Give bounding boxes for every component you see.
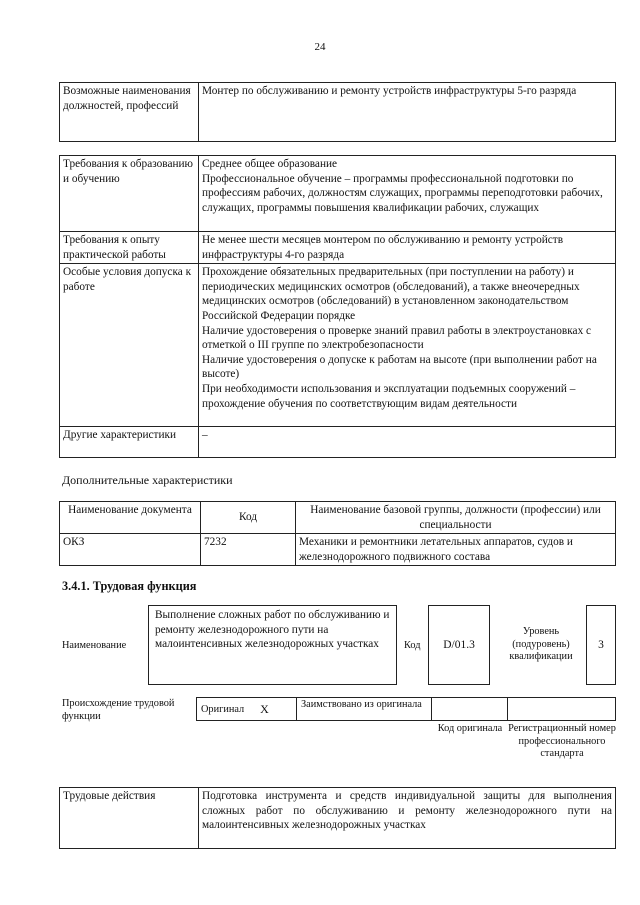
- table-row: [60, 534, 616, 566]
- education-line-1: Среднее общее образование: [202, 158, 338, 170]
- code-label: Код: [404, 640, 421, 651]
- actions-label: Трудовые действия: [60, 788, 199, 849]
- row-code: 7232: [201, 534, 296, 566]
- special-conditions-label: Особые условия допуска к работе: [60, 264, 199, 427]
- education-label: Требования к образованию и обучению: [60, 156, 199, 232]
- code-original-cell: [432, 697, 508, 721]
- special-conditions-value: [199, 264, 616, 427]
- original-cell: [196, 697, 296, 721]
- additional-title: Дополнительные характеристики: [62, 473, 233, 487]
- row-name: Механики и ремонтники летательных аппаратов, судов и железнодорожного подвижного состава: [296, 534, 616, 566]
- special-line-1: Прохождение обязательных предварительных (при поступлении на работу) и периодических медицинских осмотров (обследований), а также внеочередных медицинских осмотров (обследований) в установленном законодательством Российской Федерации порядке: [202, 266, 580, 322]
- education-value: [199, 156, 616, 232]
- header-code: Код: [201, 502, 296, 534]
- additional-table: [59, 501, 616, 566]
- original-label: Оригинал: [201, 703, 245, 715]
- original-mark: X: [260, 701, 269, 716]
- level-label: Уровень (подуровень) квалификации: [509, 626, 573, 662]
- code-original-caption: Код оригинала: [437, 723, 503, 734]
- page-number: 24: [314, 41, 326, 53]
- reg-number-caption: Регистрационный номер профессионального стандарта: [508, 723, 616, 759]
- function-level: 3: [586, 605, 616, 685]
- actions-table: [59, 787, 616, 849]
- requirements-table: [59, 155, 616, 458]
- reg-number-cell: [508, 697, 616, 721]
- positions-value: Монтер по обслуживанию и ремонту устройств инфраструктуры 5-го разряда: [199, 83, 616, 142]
- function-name: Выполнение сложных работ по обслуживанию и ремонту железнодорожного пути на малоинтенсивных железнодорожных участках: [148, 605, 397, 685]
- function-code: D/01.3: [428, 605, 490, 685]
- positions-table: [59, 82, 616, 142]
- section-title: 3.4.1. Трудовая функция: [62, 579, 197, 593]
- experience-label: Требования к опыту практической работы: [60, 232, 199, 264]
- education-line-2: Профессиональное обучение – программы профессиональной подготовки по профессиям рабочих, должностям служащих, программы переподготовки рабочих, служащих, программы повышения квалификации рабочих, служащих: [202, 172, 603, 214]
- special-line-4: При необходимости использования и эксплуатации подъемных сооружений – прохождение обучения по соответствующим видам деятельности: [202, 382, 576, 410]
- other-value: –: [199, 427, 616, 458]
- actions-value: Подготовка инструмента и средств индивидуальной защиты для выполнения сложных работ по обслуживанию и ремонту железнодорожного пути на малоинтенсивных железнодорожных участках: [199, 788, 616, 849]
- origin-row: [196, 697, 616, 721]
- other-label: Другие характеристики: [60, 427, 199, 458]
- origin-label: Происхождение трудовой функции: [62, 698, 175, 722]
- positions-label: Возможные наименования должностей, профессий: [60, 83, 199, 142]
- borrowed-cell: Заимствовано из оригинала: [296, 697, 432, 721]
- special-line-2: Наличие удостоверения о проверке знаний правил работы в электроустановках с отметкой о III группе по электробезопасности: [202, 324, 592, 352]
- row-document: ОКЗ: [60, 534, 201, 566]
- special-line-3: Наличие удостоверения о допуске к работам на высоте (при выполнении работ на высоте): [202, 353, 597, 381]
- name-label: Наименование: [62, 640, 127, 651]
- experience-value: Не менее шести месяцев монтером по обслуживанию и ремонту устройств инфраструктуры 4-го разряда: [199, 232, 616, 264]
- header-group: Наименование базовой группы, должности (профессии) или специальности: [296, 502, 616, 534]
- header-document: Наименование документа: [60, 502, 201, 534]
